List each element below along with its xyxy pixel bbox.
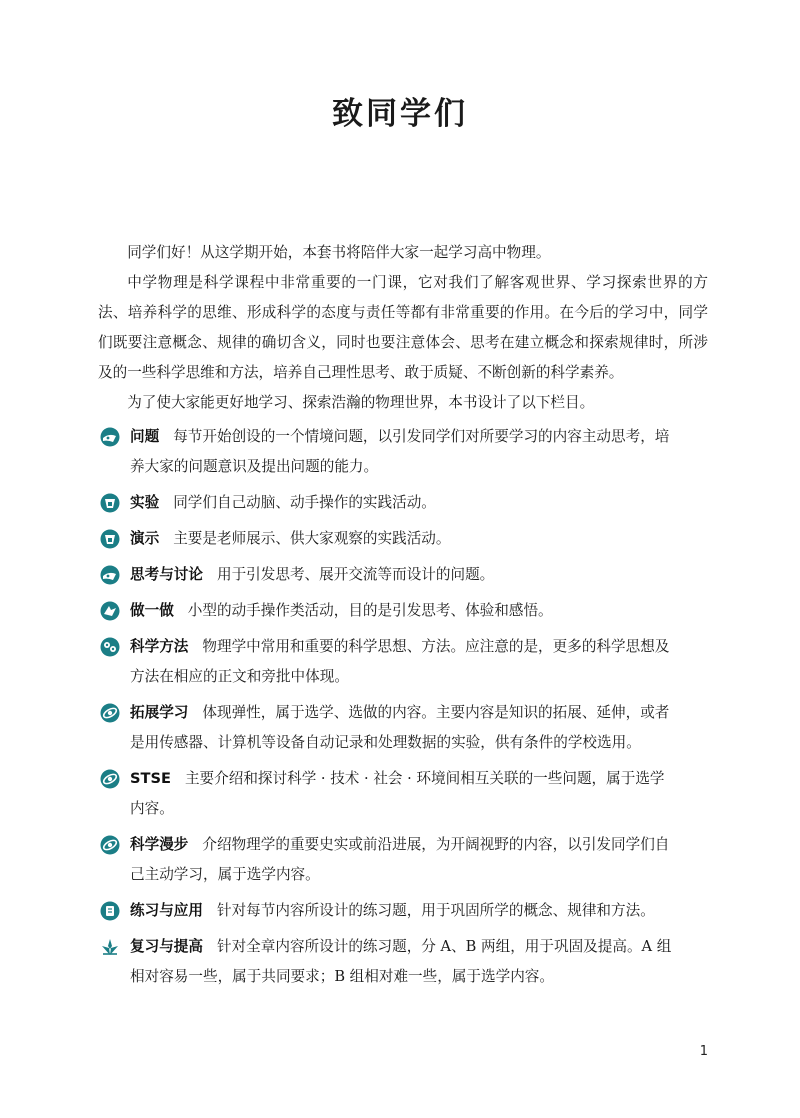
column-label: 科学漫步 xyxy=(130,836,189,853)
column-description-continued: 己主动学习，属于选学内容。 xyxy=(130,866,320,883)
stse-icon xyxy=(100,769,120,789)
column-description: 主要介绍和探讨科学 · 技术 · 社会 · 环境间相互关联的一些问题，属于选学 xyxy=(184,770,665,787)
intro-paragraph: 中学物理是科学课程中非常重要的一门课，它对我们了解客观世界、学习探索世界的方法、培养科学的思维、形成科学的态度与责任等都有非常重要的作用。在今后的学习中，同学们既要注意概念、规律的确切含义，同时也要注意体会、思考在建立概念和探索规律时，所涉及的一些科学思维和方法，培养自己理性思考、敢于质疑、不断创新的科学素养。 xyxy=(98,274,708,381)
experiment-icon xyxy=(100,493,120,513)
column-label: 做一做 xyxy=(130,602,174,619)
column-description: 体现弹性，属于选学、选做的内容。主要内容是知识的拓展、延伸，或者 xyxy=(202,704,670,721)
body-text xyxy=(98,238,708,992)
column-description-continued: 相对容易一些，属于共同要求；B 组相对难一些，属于选学内容。 xyxy=(130,968,554,985)
column-label: 科学方法 xyxy=(130,638,189,655)
column-description: 物理学中常用和重要的科学思想、方法。应注意的是，更多的科学思想及 xyxy=(202,638,670,655)
column-description: 针对全章内容所设计的练习题，分 A、B 两组，用于巩固及提高。A 组 xyxy=(216,938,672,955)
column-item-question xyxy=(98,422,708,482)
scientific-method-icon xyxy=(100,637,120,657)
column-item-review-improvement xyxy=(98,932,708,992)
science-stroll-icon xyxy=(100,835,120,855)
column-item-thinking-discussion xyxy=(98,560,708,590)
column-item-practice-application xyxy=(98,896,708,926)
column-label: 问题 xyxy=(130,428,160,445)
column-description-continued: 是用传感器、计算机等设备自动记录和处理数据的实验，供有条件的学校选用。 xyxy=(130,734,641,751)
extended-learning-icon xyxy=(100,703,120,723)
column-description: 针对每节内容所设计的练习题，用于巩固所学的概念、规律和方法。 xyxy=(216,902,655,919)
column-item-scientific-method xyxy=(98,632,708,692)
thinking-discussion-icon xyxy=(100,565,120,585)
column-description: 介绍物理学的重要史实或前沿进展，为开阔视野的内容，以引发同学们自 xyxy=(202,836,670,853)
question-icon xyxy=(100,427,120,447)
column-description: 每节开始创设的一个情境问题，以引发同学们对所要学习的内容主动思考，培 xyxy=(173,428,670,445)
column-description: 主要是老师展示、供大家观察的实践活动。 xyxy=(173,530,451,547)
column-description: 用于引发思考、展开交流等而设计的问题。 xyxy=(216,566,495,583)
review-improvement-icon xyxy=(100,937,120,957)
column-description-continued: 内容。 xyxy=(130,800,174,817)
column-label: 实验 xyxy=(130,494,160,511)
column-label: 演示 xyxy=(130,530,160,547)
column-description-continued: 方法在相应的正文和旁批中体现。 xyxy=(130,668,349,685)
column-item-experiment xyxy=(98,488,708,518)
column-item-stse xyxy=(98,764,708,824)
column-label: 思考与讨论 xyxy=(130,566,203,583)
column-item-hands-on xyxy=(98,596,708,626)
column-label: 拓展学习 xyxy=(130,704,189,721)
intro-paragraph: 为了使大家能更好地学习、探索浩瀚的物理世界，本书设计了以下栏目。 xyxy=(127,394,595,411)
column-item-demonstration xyxy=(98,524,708,554)
page-number: 1 xyxy=(699,1044,708,1059)
column-description: 同学们自己动脑、动手操作的实践活动。 xyxy=(173,494,436,511)
column-label: 练习与应用 xyxy=(130,902,203,919)
column-item-extended-learning xyxy=(98,698,708,758)
column-label: 复习与提高 xyxy=(130,938,203,955)
demonstration-icon xyxy=(100,529,120,549)
column-description: 小型的动手操作类活动，目的是引发思考、体验和感悟。 xyxy=(187,602,553,619)
column-description-continued: 养大家的问题意识及提出问题的能力。 xyxy=(130,458,379,475)
column-item-science-stroll xyxy=(98,830,708,890)
intro-paragraph: 同学们好！从这学期开始，本套书将陪伴大家一起学习高中物理。 xyxy=(127,244,551,261)
practice-application-icon xyxy=(100,901,120,921)
hands-on-icon xyxy=(100,601,120,621)
column-label: STSE xyxy=(130,770,171,787)
page-title: 致同学们 xyxy=(332,96,468,132)
